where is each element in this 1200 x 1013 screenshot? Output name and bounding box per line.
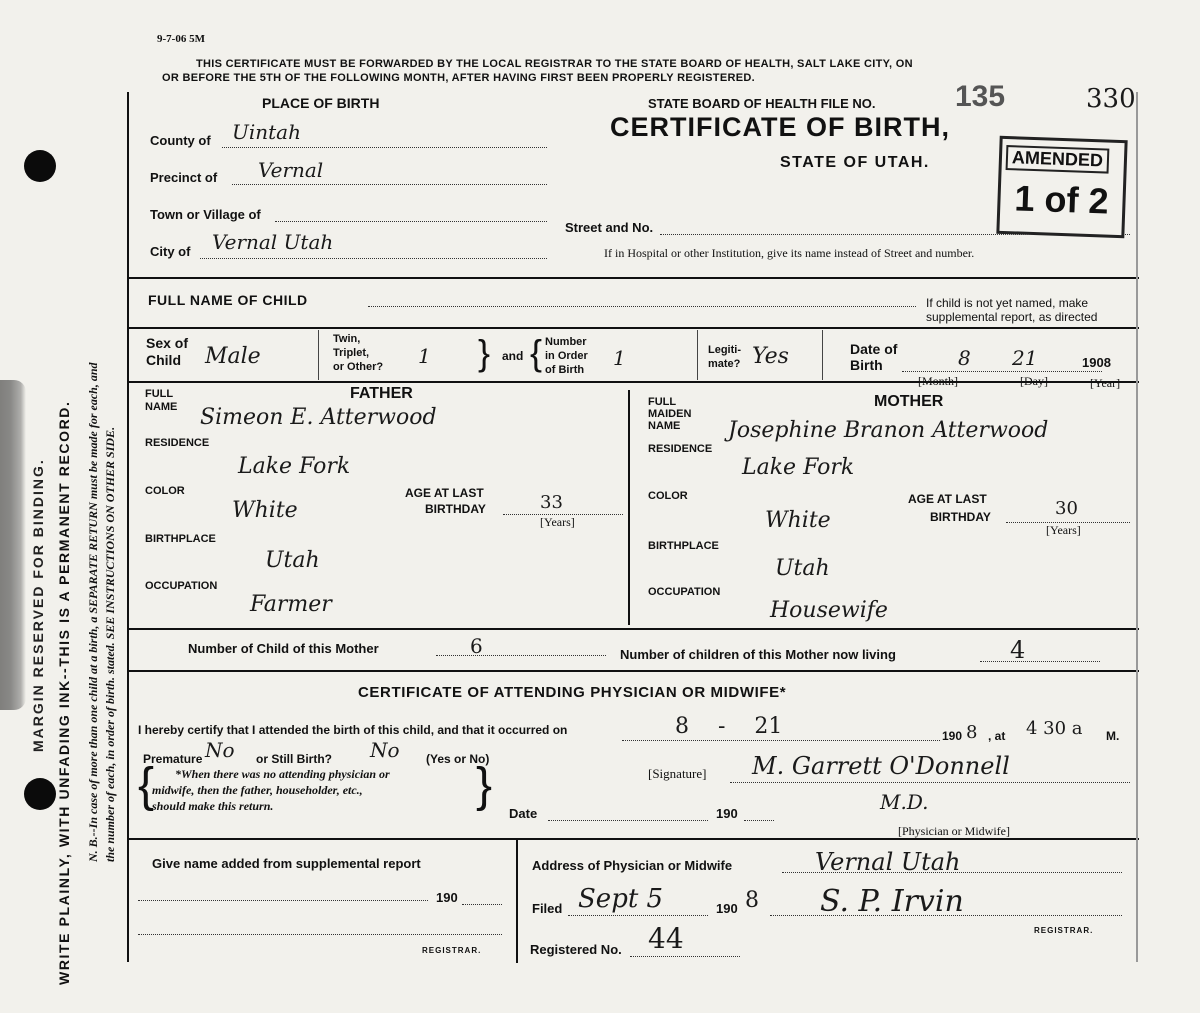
date-of-birth-label-2: Birth: [850, 357, 883, 373]
binding-hole-top: [24, 150, 56, 182]
father-heading: FATHER: [350, 385, 413, 402]
mother-birthplace-label: BIRTHPLACE: [648, 540, 719, 552]
year-caption: [Year]: [1090, 376, 1121, 390]
note-line-3: should make this return.: [152, 799, 274, 813]
date-of-birth-label-1: Date of: [850, 341, 898, 357]
mother-birthplace-value: Utah: [775, 556, 830, 581]
filed-label: Filed: [532, 901, 563, 916]
full-name-label: FULL NAME OF CHILD: [148, 292, 308, 308]
still-birth-label: or Still Birth?: [256, 752, 332, 766]
rule-parents: [127, 628, 1139, 630]
state-of-utah: STATE OF UTAH.: [780, 154, 930, 171]
legit-label-2: mate?: [708, 358, 741, 370]
mother-age-label-2: BIRTHDAY: [930, 510, 991, 524]
city-label: City of: [150, 244, 191, 259]
header-line2: OR BEFORE THE 5TH OF THE FOLLOWING MONTH, AFTER HAVING FIRST BEEN PROPERLY REGISTERED.: [162, 72, 755, 84]
mother-color-value: White: [765, 508, 831, 533]
day-caption: [Day]: [1020, 374, 1048, 388]
frame-left: [127, 92, 129, 962]
month-caption: [Month]: [918, 374, 958, 388]
father-birthplace-value: Utah: [265, 548, 320, 573]
amended-stamp: [996, 136, 1127, 238]
mother-heading: MOTHER: [874, 393, 944, 410]
father-years-caption: [Years]: [540, 515, 575, 529]
order-label-2: in Order: [545, 350, 588, 362]
address-label: Address of Physician or Midwife: [532, 858, 733, 873]
registered-value: 44: [648, 922, 684, 955]
stamp-count: 1 of 2: [1013, 177, 1110, 222]
mother-full-label-3: NAME: [648, 420, 681, 432]
occurred-year-prefix: 190: [942, 729, 963, 743]
place-of-birth-heading: PLACE OF BIRTH: [262, 95, 380, 111]
brace-right: }: [478, 332, 491, 373]
physician-midwife-caption: [Physician or Midwife]: [898, 824, 1010, 838]
md-value: M.D.: [880, 790, 929, 814]
father-age-label-2: BIRTHDAY: [425, 502, 486, 516]
mother-residence-label: RESIDENCE: [648, 443, 713, 455]
order-label-3: of Birth: [545, 364, 585, 376]
living-label: Number of children of this Mother now living: [620, 647, 896, 662]
certify-text: I hereby certify that I attended the birth of this child, and that it occurred on: [138, 723, 568, 737]
county-label: County of: [150, 133, 211, 148]
registrar-signature: S. P. Irvin: [820, 884, 964, 919]
sex-label-2: Child: [146, 352, 181, 368]
file-no-extra: 330: [1086, 84, 1136, 114]
file-no-label: STATE BOARD OF HEALTH FILE NO.: [648, 96, 876, 111]
mother-color-label: COLOR: [648, 490, 688, 502]
child-of-mother-label: Number of Child of this Mother: [188, 641, 379, 656]
note-brace-right: }: [476, 759, 493, 812]
binding-hole-bottom: [24, 778, 56, 810]
supplemental-heading: Give name added from supplemental report: [152, 856, 421, 871]
torn-margin: [0, 380, 26, 710]
father-residence-label: RESIDENCE: [145, 437, 210, 449]
filing-registrar-caption: REGISTRAR.: [1034, 926, 1094, 935]
father-residence-value: Lake Fork: [238, 454, 351, 479]
brace-left: {: [530, 332, 543, 373]
rule-order-legit: [697, 330, 698, 380]
not-named-note-1: If child is not yet named, make: [926, 296, 1089, 310]
father-full-label-2: NAME: [145, 401, 178, 413]
mother-name-value: Josephine Branon Atterwood: [728, 418, 1049, 443]
and-label: and: [502, 349, 524, 363]
yes-no-caption: (Yes or No): [426, 752, 490, 766]
note-brace-left: {: [138, 759, 155, 812]
father-occupation-value: Farmer: [250, 592, 332, 617]
signature-caption: [Signature]: [648, 766, 707, 781]
mother-years-caption: [Years]: [1046, 523, 1081, 537]
rule-counts: [127, 670, 1139, 672]
form-code: 9-7-06 5M: [157, 33, 205, 45]
mother-occupation-label: OCCUPATION: [648, 586, 721, 598]
filed-190: 190: [716, 901, 738, 916]
precinct-value: Vernal: [258, 158, 324, 182]
precinct-label: Precinct of: [150, 170, 218, 185]
birth-year-value: 1908: [1082, 355, 1111, 370]
certificate-title: CERTIFICATE OF BIRTH,: [610, 112, 950, 142]
twin-label-3: or Other?: [333, 361, 384, 373]
living-value: 4: [1010, 636, 1026, 664]
sex-label-1: Sex of: [146, 335, 189, 351]
father-color-value: White: [232, 498, 298, 523]
mother-full-label-1: FULL: [648, 396, 677, 408]
rule-name: [127, 327, 1139, 329]
date-label: Date: [509, 806, 538, 821]
note-line-1: *When there was no attending physician or: [175, 767, 390, 781]
signature-value: M. Garrett O'Donnell: [752, 752, 1010, 780]
occurred-date-value: 8 - 21: [675, 714, 783, 739]
order-label-1: Number: [545, 336, 587, 348]
child-of-mother-value: 6: [470, 634, 483, 658]
frame-right: [1136, 92, 1138, 962]
legit-value: Yes: [752, 344, 789, 369]
order-value: 1: [613, 346, 626, 370]
sex-value: Male: [205, 344, 261, 369]
supplemental-190: 190: [436, 890, 458, 905]
at-label: , at: [988, 729, 1006, 743]
rule-supp-divider: [516, 838, 518, 963]
premature-label: Premature: [143, 752, 203, 766]
city-value: Vernal Utah: [212, 230, 334, 254]
rule-place: [127, 277, 1139, 279]
registered-label: Registered No.: [530, 942, 622, 957]
filed-value: Sept 5: [578, 884, 664, 914]
father-birthplace-label: BIRTHPLACE: [145, 533, 216, 545]
father-color-label: COLOR: [145, 485, 185, 497]
still-birth-value: No: [370, 738, 400, 762]
county-value: Uintah: [232, 120, 301, 144]
date-190: 190: [716, 806, 738, 821]
stamp-amended: AMENDED: [1006, 145, 1110, 174]
mother-residence-value: Lake Fork: [742, 455, 855, 480]
father-occupation-label: OCCUPATION: [145, 580, 218, 592]
m-label: M.: [1106, 729, 1120, 743]
physician-heading: CERTIFICATE OF ATTENDING PHYSICIAN OR MIDWIFE*: [358, 684, 787, 701]
birth-day-value: 21: [1012, 346, 1038, 370]
time-value: 4 30 a: [1026, 718, 1083, 739]
legit-label-1: Legiti-: [708, 344, 741, 356]
birth-month-value: 8: [958, 346, 971, 370]
hospital-note: If in Hospital or other Institution, give its name instead of Street and number.: [604, 246, 975, 260]
rule-sex: [127, 381, 1139, 383]
mother-full-label-2: MAIDEN: [648, 408, 692, 420]
header-line1: THIS CERTIFICATE MUST BE FORWARDED BY THE LOCAL REGISTRAR TO THE STATE BOARD OF HEALTH, SALT LAKE CITY, ON: [196, 58, 913, 70]
father-name-value: Simeon E. Atterwood: [200, 405, 437, 430]
rule-parents-divider: [628, 390, 630, 625]
mother-occupation-value: Housewife: [770, 598, 888, 623]
margin-reserved-text: MARGIN RESERVED FOR BINDING.: [30, 458, 46, 752]
filed-year-value: 8: [745, 888, 759, 913]
supplemental-registrar: REGISTRAR.: [422, 946, 482, 955]
rule-legit-date: [822, 330, 823, 380]
address-value: Vernal Utah: [815, 848, 961, 876]
rule-sex-twin: [318, 330, 319, 380]
town-label: Town or Village of: [150, 207, 261, 222]
nb-note-line1: N. B.--In case of more than one child at a birth, a SEPARATE RETURN must be made for each, and: [86, 362, 100, 862]
note-line-2: midwife, then the father, householder, etc.,: [152, 783, 363, 797]
premature-value: No: [205, 738, 235, 762]
occurred-year-value: 8: [966, 722, 978, 743]
father-full-label-1: FULL: [145, 388, 174, 400]
twin-label-1: Twin,: [333, 333, 361, 345]
street-label: Street and No.: [565, 220, 654, 235]
nb-note-line2: the number of each, in order of birth. stated. SEE INSTRUCTIONS ON OTHER SIDE.: [103, 426, 117, 862]
twin-label-2: Triplet,: [333, 347, 370, 359]
father-age-value: 33: [540, 492, 563, 513]
write-plainly-text: WRITE PLAINLY, WITH UNFADING INK--THIS IS A PERMANENT RECORD.: [56, 400, 72, 985]
mother-age-value: 30: [1055, 498, 1078, 519]
not-named-note-2: supplemental report, as directed: [926, 310, 1098, 324]
twin-value: 1: [418, 344, 431, 368]
mother-age-label-1: AGE AT LAST: [908, 492, 987, 506]
file-no-value: 135: [955, 80, 1006, 113]
father-age-label-1: AGE AT LAST: [405, 486, 484, 500]
